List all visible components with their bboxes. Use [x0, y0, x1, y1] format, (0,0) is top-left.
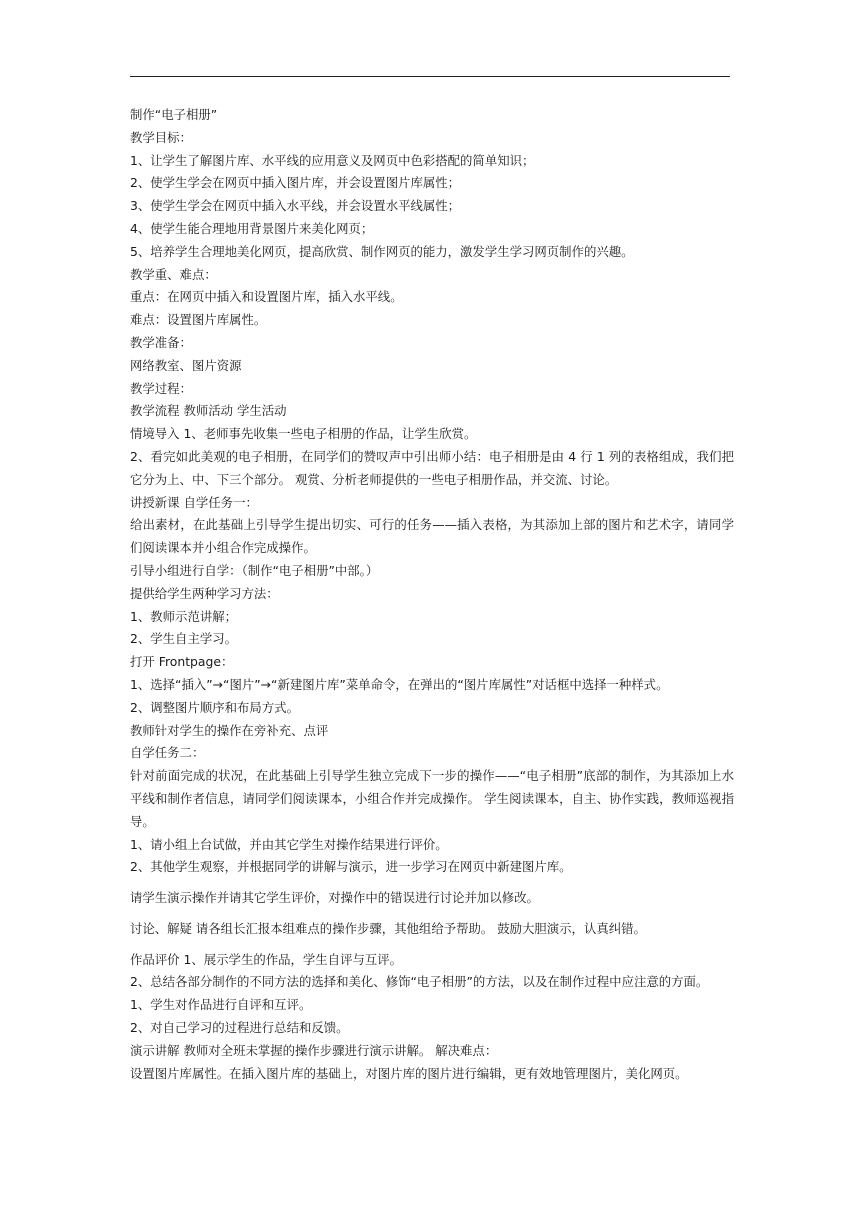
paragraph: 3、使学生学会在网页中插入水平线，并会设置水平线属性；: [130, 198, 461, 214]
paragraph: 情境导入 1、老师事先收集一些电子相册的作品，让学生欣赏。: [130, 426, 477, 442]
paragraph: 作品评价 1、展示学生的作品，学生自评与互评。: [130, 951, 403, 967]
paragraph: 针对前面完成的状况，在此基础上引导学生独立完成下一步的操作——“电子相册”底部的制作，为其添加上水平线和制作者信息，请同学们阅读课本，小组合作并完成操作。 学生阅读课本，自主、协作实践，教师巡视指导。: [130, 768, 734, 829]
paragraph: 讲授新课 自学任务一：: [130, 494, 258, 510]
section-heading: 教学目标：: [130, 129, 192, 145]
paragraph: 2、其他学生观察，并根据同学的讲解与演示，进一步学习在网页中新建图片库。: [130, 859, 572, 875]
paragraph: 讨论、解疑 请各组长汇报本组难点的操作步骤，其他组给予帮助。 鼓励大胆演示，认真纠错。: [130, 920, 646, 936]
paragraph: 2、调整图片顺序和布局方式。: [130, 699, 299, 715]
paragraph: 难点：设置图片库属性。: [130, 312, 267, 328]
paragraph: 2、学生自主学习。: [130, 631, 238, 647]
document-title: 制作“电子相册”: [130, 107, 218, 122]
paragraph: 1、选择“插入”→“图片”→“新建图片库”菜单命令，在弹出的“图片库属性”对话框中选择一种样式。: [130, 676, 669, 692]
section-heading: 教学重、难点：: [130, 266, 217, 282]
paragraph: 提供给学生两种学习方法：: [130, 585, 279, 601]
paragraph: 1、教师示范讲解；: [130, 608, 238, 624]
paragraph: 1、请小组上台试做，并由其它学生对操作结果进行评价。: [130, 836, 448, 852]
paragraph: 设置图片库属性。在插入图片库的基础上，对图片库的图片进行编辑，更有效地管理图片，美化网页。: [130, 1065, 688, 1081]
paragraph: 2、使学生学会在网页中插入图片库，并会设置图片库属性；: [130, 175, 461, 191]
paragraph: 引导小组进行自学：（制作“电子相册”中部。）: [130, 562, 379, 578]
paragraph: 请学生演示操作并请其它学生评价，对操作中的错误进行讨论并加以修改。: [130, 890, 539, 906]
paragraph: 给出素材，在此基础上引导学生提出切实、可行的任务——插入表格，为其添加上部的图片和艺术字，请同学们阅读课本并小组合作完成操作。: [130, 517, 734, 556]
paragraph: 重点：在网页中插入和设置图片库，插入水平线。: [130, 289, 403, 305]
header-rule: [130, 76, 730, 77]
paragraph: 2、看完如此美观的电子相册，在同学们的赞叹声中引出师小结：电子相册是由 4 行 1 列的表格组成，我们把它分为上、中、下三个部分。 观赏、分析老师提供的一些电子相册作品，并交流、讨论。: [130, 448, 734, 487]
paragraph: 自学任务二：: [130, 745, 205, 761]
paragraph: 教学流程 教师活动 学生活动: [130, 403, 287, 419]
paragraph: 4、使学生能合理地用背景图片来美化网页；: [130, 220, 374, 236]
paragraph: 网络教室、图片资源: [130, 357, 242, 373]
paragraph: 打开 Frontpage：: [130, 654, 234, 670]
paragraph: 1、让学生了解图片库、水平线的应用意义及网页中色彩搭配的简单知识；: [130, 152, 535, 168]
paragraph: 演示讲解 教师对全班未掌握的操作步骤进行演示讲解。 解决难点：: [130, 1042, 498, 1058]
paragraph: 5、培养学生合理地美化网页，提高欣赏、制作网页的能力，激发学生学习网页制作的兴趣。: [130, 243, 634, 259]
paragraph: 2、对自己学习的过程进行总结和反馈。: [130, 1020, 349, 1036]
paragraph: 教师针对学生的操作在旁补充、点评: [130, 722, 329, 738]
section-heading: 教学过程：: [130, 380, 192, 396]
paragraph: 1、学生对作品进行自评和互评。: [130, 997, 312, 1013]
section-heading: 教学准备：: [130, 334, 192, 350]
document-body: [130, 104, 734, 1085]
paragraph: 2、总结各部分制作的不同方法的选择和美化、修饰“电子相册”的方法，以及在制作过程中应注意的方面。: [130, 974, 709, 990]
